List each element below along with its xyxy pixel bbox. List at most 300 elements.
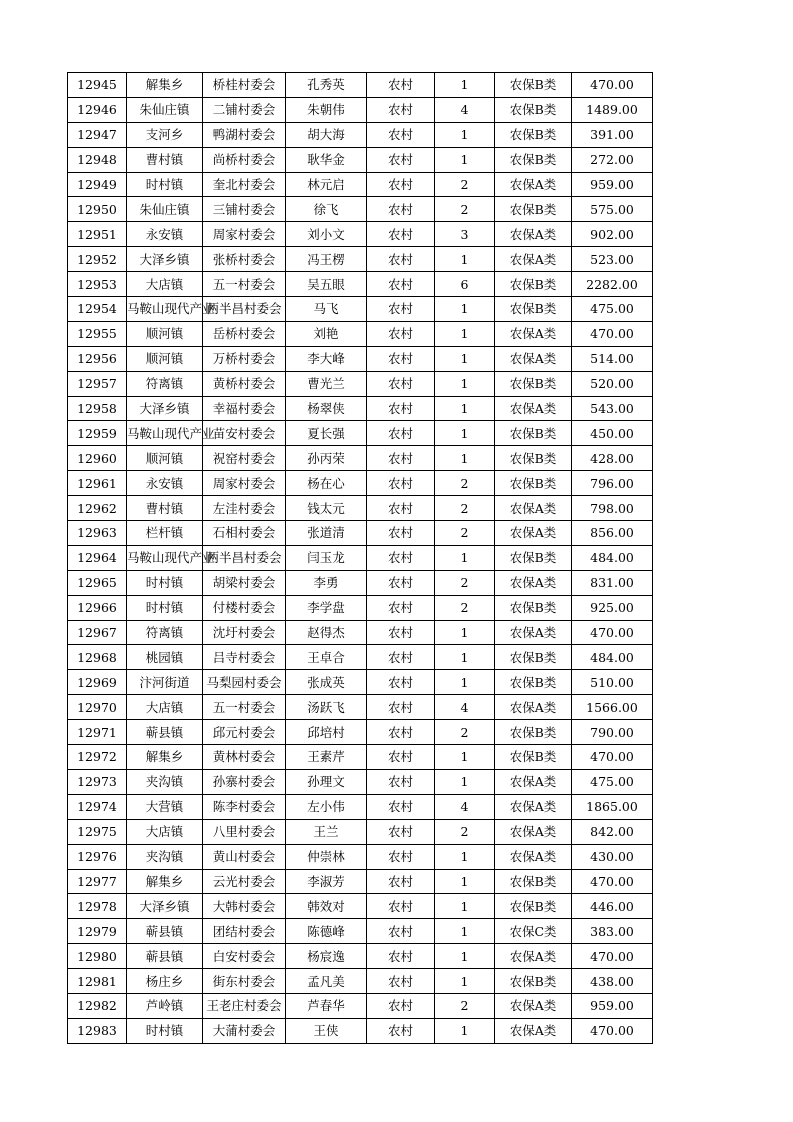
table-row xyxy=(68,695,653,720)
amount-cell: 902.00 xyxy=(572,222,653,247)
area-type-cell: 农村 xyxy=(367,769,435,794)
person-name-cell: 徐飞 xyxy=(286,197,367,222)
table-row xyxy=(68,745,653,770)
person-name-cell: 李学盘 xyxy=(286,595,367,620)
area-type-cell: 农村 xyxy=(367,969,435,994)
insurance-category-cell: 农保A类 xyxy=(495,794,572,819)
table-row xyxy=(68,247,653,272)
village-cell: 胡梁村委会 xyxy=(203,570,286,595)
insurance-category-cell: 农保B类 xyxy=(495,272,572,297)
household-count-cell: 1 xyxy=(435,869,495,894)
insurance-category-cell: 农保B类 xyxy=(495,297,572,322)
town-cell: 时村镇 xyxy=(127,1018,203,1043)
person-name-cell: 冯王楞 xyxy=(286,247,367,272)
table-row xyxy=(68,272,653,297)
person-name-cell: 邱培村 xyxy=(286,720,367,745)
area-type-cell: 农村 xyxy=(367,794,435,819)
household-count-cell: 1 xyxy=(435,919,495,944)
insurance-category-cell: 农保A类 xyxy=(495,844,572,869)
amount-cell: 1566.00 xyxy=(572,695,653,720)
area-type-cell: 农村 xyxy=(367,197,435,222)
town-cell: 桃园镇 xyxy=(127,645,203,670)
table-row xyxy=(68,297,653,322)
village-cell: 奎北村委会 xyxy=(203,172,286,197)
village-cell: 石相村委会 xyxy=(203,521,286,546)
town-cell: 解集乡 xyxy=(127,869,203,894)
town-cell: 永安镇 xyxy=(127,222,203,247)
household-count-cell: 1 xyxy=(435,122,495,147)
amount-cell: 575.00 xyxy=(572,197,653,222)
area-type-cell: 农村 xyxy=(367,745,435,770)
village-cell: 大蒲村委会 xyxy=(203,1018,286,1043)
person-name-cell: 赵得杰 xyxy=(286,620,367,645)
table-row xyxy=(68,222,653,247)
insurance-category-cell: 农保A类 xyxy=(495,247,572,272)
insurance-category-cell: 农保A类 xyxy=(495,321,572,346)
amount-cell: 272.00 xyxy=(572,147,653,172)
person-name-cell: 左小伟 xyxy=(286,794,367,819)
household-count-cell: 2 xyxy=(435,496,495,521)
record-id-cell: 12949 xyxy=(68,172,127,197)
person-name-cell: 李淑芳 xyxy=(286,869,367,894)
area-type-cell: 农村 xyxy=(367,346,435,371)
town-cell: 杨庄乡 xyxy=(127,969,203,994)
area-type-cell: 农村 xyxy=(367,222,435,247)
record-id-cell: 12954 xyxy=(68,297,127,322)
table-row xyxy=(68,321,653,346)
village-cell: 五一村委会 xyxy=(203,695,286,720)
record-id-cell: 12971 xyxy=(68,720,127,745)
person-name-cell: 杨在心 xyxy=(286,471,367,496)
amount-cell: 1865.00 xyxy=(572,794,653,819)
amount-cell: 470.00 xyxy=(572,944,653,969)
insurance-category-cell: 农保A类 xyxy=(495,695,572,720)
area-type-cell: 农村 xyxy=(367,844,435,869)
household-count-cell: 1 xyxy=(435,446,495,471)
area-type-cell: 农村 xyxy=(367,421,435,446)
insurance-category-cell: 农保C类 xyxy=(495,919,572,944)
record-id-cell: 12959 xyxy=(68,421,127,446)
person-name-cell: 闫玉龙 xyxy=(286,545,367,570)
insurance-category-cell: 农保B类 xyxy=(495,969,572,994)
table-row xyxy=(68,545,653,570)
table-row xyxy=(68,172,653,197)
village-cell: 黄山村委会 xyxy=(203,844,286,869)
table-row xyxy=(68,595,653,620)
town-cell: 顺河镇 xyxy=(127,321,203,346)
area-type-cell: 农村 xyxy=(367,695,435,720)
amount-cell: 450.00 xyxy=(572,421,653,446)
household-count-cell: 1 xyxy=(435,147,495,172)
person-name-cell: 林元启 xyxy=(286,172,367,197)
household-count-cell: 4 xyxy=(435,97,495,122)
record-id-cell: 12960 xyxy=(68,446,127,471)
record-id-cell: 12966 xyxy=(68,595,127,620)
village-cell: 黄桥村委会 xyxy=(203,371,286,396)
area-type-cell: 农村 xyxy=(367,620,435,645)
town-cell: 时村镇 xyxy=(127,595,203,620)
town-cell: 蕲县镇 xyxy=(127,720,203,745)
town-cell: 解集乡 xyxy=(127,73,203,98)
insurance-category-cell: 农保B类 xyxy=(495,73,572,98)
household-count-cell: 6 xyxy=(435,272,495,297)
village-cell: 二铺村委会 xyxy=(203,97,286,122)
person-name-cell: 吴五眼 xyxy=(286,272,367,297)
household-count-cell: 1 xyxy=(435,894,495,919)
person-name-cell: 孙丙荣 xyxy=(286,446,367,471)
amount-cell: 438.00 xyxy=(572,969,653,994)
person-name-cell: 汤跃飞 xyxy=(286,695,367,720)
amount-cell: 475.00 xyxy=(572,769,653,794)
amount-cell: 543.00 xyxy=(572,396,653,421)
amount-cell: 470.00 xyxy=(572,869,653,894)
record-id-cell: 12951 xyxy=(68,222,127,247)
insurance-category-cell: 农保B类 xyxy=(495,371,572,396)
record-id-cell: 12962 xyxy=(68,496,127,521)
record-id-cell: 12953 xyxy=(68,272,127,297)
area-type-cell: 农村 xyxy=(367,446,435,471)
table-row xyxy=(68,720,653,745)
person-name-cell: 芦春华 xyxy=(286,993,367,1018)
insurance-category-cell: 农保B类 xyxy=(495,720,572,745)
insurance-category-cell: 农保B类 xyxy=(495,197,572,222)
household-count-cell: 1 xyxy=(435,421,495,446)
town-cell: 大泽乡镇 xyxy=(127,894,203,919)
person-name-cell: 张道清 xyxy=(286,521,367,546)
insurance-category-cell: 农保A类 xyxy=(495,819,572,844)
village-cell: 沈圩村委会 xyxy=(203,620,286,645)
person-name-cell: 李大峰 xyxy=(286,346,367,371)
record-id-cell: 12965 xyxy=(68,570,127,595)
town-cell: 符离镇 xyxy=(127,371,203,396)
area-type-cell: 农村 xyxy=(367,496,435,521)
area-type-cell: 农村 xyxy=(367,545,435,570)
insurance-category-cell: 农保B类 xyxy=(495,595,572,620)
amount-cell: 475.00 xyxy=(572,297,653,322)
area-type-cell: 农村 xyxy=(367,297,435,322)
person-name-cell: 夏长强 xyxy=(286,421,367,446)
household-count-cell: 2 xyxy=(435,720,495,745)
amount-cell: 470.00 xyxy=(572,745,653,770)
area-type-cell: 农村 xyxy=(367,720,435,745)
table-row xyxy=(68,769,653,794)
village-cell: 岳桥村委会 xyxy=(203,321,286,346)
household-count-cell: 1 xyxy=(435,371,495,396)
area-type-cell: 农村 xyxy=(367,869,435,894)
record-id-cell: 12961 xyxy=(68,471,127,496)
area-type-cell: 农村 xyxy=(367,993,435,1018)
record-id-cell: 12964 xyxy=(68,545,127,570)
household-count-cell: 4 xyxy=(435,695,495,720)
person-name-cell: 王素芹 xyxy=(286,745,367,770)
amount-cell: 470.00 xyxy=(572,620,653,645)
amount-cell: 428.00 xyxy=(572,446,653,471)
amount-cell: 470.00 xyxy=(572,73,653,98)
person-name-cell: 王侠 xyxy=(286,1018,367,1043)
person-name-cell: 刘艳 xyxy=(286,321,367,346)
amount-cell: 446.00 xyxy=(572,894,653,919)
amount-cell: 831.00 xyxy=(572,570,653,595)
table-row xyxy=(68,869,653,894)
table-row xyxy=(68,371,653,396)
insurance-category-cell: 农保A类 xyxy=(495,769,572,794)
record-id-cell: 12952 xyxy=(68,247,127,272)
village-cell: 尚桥村委会 xyxy=(203,147,286,172)
area-type-cell: 农村 xyxy=(367,172,435,197)
area-type-cell: 农村 xyxy=(367,371,435,396)
insurance-category-cell: 农保B类 xyxy=(495,122,572,147)
person-name-cell: 耿华金 xyxy=(286,147,367,172)
village-cell: 八里村委会 xyxy=(203,819,286,844)
area-type-cell: 农村 xyxy=(367,147,435,172)
amount-cell: 959.00 xyxy=(572,172,653,197)
insurance-category-cell: 农保A类 xyxy=(495,570,572,595)
record-id-cell: 12948 xyxy=(68,147,127,172)
town-cell: 芦岭镇 xyxy=(127,993,203,1018)
amount-cell: 842.00 xyxy=(572,819,653,844)
table-row xyxy=(68,819,653,844)
household-count-cell: 2 xyxy=(435,197,495,222)
insurance-category-cell: 农保A类 xyxy=(495,346,572,371)
area-type-cell: 农村 xyxy=(367,670,435,695)
town-cell: 蕲县镇 xyxy=(127,944,203,969)
household-count-cell: 2 xyxy=(435,819,495,844)
insurance-category-cell: 农保A类 xyxy=(495,993,572,1018)
person-name-cell: 曹光兰 xyxy=(286,371,367,396)
amount-cell: 430.00 xyxy=(572,844,653,869)
record-id-cell: 12967 xyxy=(68,620,127,645)
table-row xyxy=(68,496,653,521)
town-cell: 大店镇 xyxy=(127,272,203,297)
insurance-category-cell: 农保B类 xyxy=(495,471,572,496)
household-count-cell: 1 xyxy=(435,545,495,570)
town-cell: 顺河镇 xyxy=(127,446,203,471)
insurance-category-cell: 农保A类 xyxy=(495,172,572,197)
village-cell: 马梨园村委会 xyxy=(203,670,286,695)
insurance-category-cell: 农保A类 xyxy=(495,1018,572,1043)
household-count-cell: 4 xyxy=(435,794,495,819)
household-count-cell: 1 xyxy=(435,396,495,421)
town-cell: 时村镇 xyxy=(127,172,203,197)
record-id-cell: 12972 xyxy=(68,745,127,770)
town-cell: 大店镇 xyxy=(127,819,203,844)
insurance-category-cell: 农保A类 xyxy=(495,496,572,521)
person-name-cell: 王兰 xyxy=(286,819,367,844)
area-type-cell: 农村 xyxy=(367,73,435,98)
amount-cell: 856.00 xyxy=(572,521,653,546)
area-type-cell: 农村 xyxy=(367,819,435,844)
town-cell: 支河乡 xyxy=(127,122,203,147)
village-cell: 云光村委会 xyxy=(203,869,286,894)
record-id-cell: 12978 xyxy=(68,894,127,919)
area-type-cell: 农村 xyxy=(367,272,435,297)
table-row xyxy=(68,844,653,869)
town-cell: 时村镇 xyxy=(127,570,203,595)
table-row xyxy=(68,620,653,645)
table-row xyxy=(68,396,653,421)
person-name-cell: 杨翠侠 xyxy=(286,396,367,421)
household-count-cell: 1 xyxy=(435,321,495,346)
area-type-cell: 农村 xyxy=(367,321,435,346)
person-name-cell: 孙理文 xyxy=(286,769,367,794)
table-row xyxy=(68,471,653,496)
record-id-cell: 12970 xyxy=(68,695,127,720)
town-cell: 蕲县镇 xyxy=(127,919,203,944)
town-cell: 夹沟镇 xyxy=(127,769,203,794)
amount-cell: 798.00 xyxy=(572,496,653,521)
record-id-cell: 12975 xyxy=(68,819,127,844)
record-id-cell: 12963 xyxy=(68,521,127,546)
village-cell: 左洼村委会 xyxy=(203,496,286,521)
person-name-cell: 张成英 xyxy=(286,670,367,695)
village-cell: 孙寨村委会 xyxy=(203,769,286,794)
record-id-cell: 12945 xyxy=(68,73,127,98)
town-cell: 栏杆镇 xyxy=(127,521,203,546)
area-type-cell: 农村 xyxy=(367,247,435,272)
person-name-cell: 李勇 xyxy=(286,570,367,595)
insurance-category-cell: 农保B类 xyxy=(495,894,572,919)
person-name-cell: 王卓合 xyxy=(286,645,367,670)
village-cell: 王老庄村委会 xyxy=(203,993,286,1018)
insurance-category-cell: 农保A类 xyxy=(495,521,572,546)
household-count-cell: 1 xyxy=(435,247,495,272)
area-type-cell: 农村 xyxy=(367,894,435,919)
person-name-cell: 孟凡美 xyxy=(286,969,367,994)
table-row xyxy=(68,670,653,695)
record-id-cell: 12946 xyxy=(68,97,127,122)
town-cell: 顺河镇 xyxy=(127,346,203,371)
person-name-cell: 刘小文 xyxy=(286,222,367,247)
insurance-category-cell: 农保B类 xyxy=(495,97,572,122)
household-count-cell: 3 xyxy=(435,222,495,247)
insurance-category-cell: 农保B类 xyxy=(495,446,572,471)
person-name-cell: 钱太元 xyxy=(286,496,367,521)
village-cell: 桥桂村委会 xyxy=(203,73,286,98)
record-id-cell: 12958 xyxy=(68,396,127,421)
household-count-cell: 2 xyxy=(435,570,495,595)
amount-cell: 520.00 xyxy=(572,371,653,396)
record-id-cell: 12947 xyxy=(68,122,127,147)
village-cell: 祝窑村委会 xyxy=(203,446,286,471)
table-row xyxy=(68,919,653,944)
person-name-cell: 韩效对 xyxy=(286,894,367,919)
amount-cell: 796.00 xyxy=(572,471,653,496)
area-type-cell: 农村 xyxy=(367,97,435,122)
household-count-cell: 1 xyxy=(435,645,495,670)
insurance-category-cell: 农保B类 xyxy=(495,421,572,446)
household-count-cell: 1 xyxy=(435,969,495,994)
roster-table xyxy=(67,72,653,1044)
table-row xyxy=(68,944,653,969)
person-name-cell: 仲崇林 xyxy=(286,844,367,869)
record-id-cell: 12969 xyxy=(68,670,127,695)
table-row xyxy=(68,346,653,371)
town-cell: 解集乡 xyxy=(127,745,203,770)
village-cell: 两半昌村委会 xyxy=(203,297,286,322)
household-count-cell: 1 xyxy=(435,620,495,645)
record-id-cell: 12968 xyxy=(68,645,127,670)
village-cell: 幸福村委会 xyxy=(203,396,286,421)
household-count-cell: 1 xyxy=(435,297,495,322)
village-cell: 吕寺村委会 xyxy=(203,645,286,670)
town-cell: 曹村镇 xyxy=(127,147,203,172)
area-type-cell: 农村 xyxy=(367,595,435,620)
town-cell: 大泽乡镇 xyxy=(127,396,203,421)
area-type-cell: 农村 xyxy=(367,396,435,421)
area-type-cell: 农村 xyxy=(367,570,435,595)
village-cell: 黄林村委会 xyxy=(203,745,286,770)
household-count-cell: 1 xyxy=(435,944,495,969)
town-cell: 马鞍山现代产业 xyxy=(127,297,203,322)
table-row xyxy=(68,446,653,471)
village-cell: 鸭湖村委会 xyxy=(203,122,286,147)
table-row xyxy=(68,421,653,446)
amount-cell: 925.00 xyxy=(572,595,653,620)
record-id-cell: 12982 xyxy=(68,993,127,1018)
village-cell: 大韩村委会 xyxy=(203,894,286,919)
person-name-cell: 马飞 xyxy=(286,297,367,322)
household-count-cell: 1 xyxy=(435,769,495,794)
amount-cell: 484.00 xyxy=(572,645,653,670)
table-row xyxy=(68,122,653,147)
area-type-cell: 农村 xyxy=(367,471,435,496)
insurance-category-cell: 农保A类 xyxy=(495,620,572,645)
amount-cell: 959.00 xyxy=(572,993,653,1018)
insurance-category-cell: 农保A类 xyxy=(495,396,572,421)
village-cell: 陈李村委会 xyxy=(203,794,286,819)
record-id-cell: 12980 xyxy=(68,944,127,969)
town-cell: 永安镇 xyxy=(127,471,203,496)
table-row xyxy=(68,645,653,670)
table-row xyxy=(68,794,653,819)
insurance-category-cell: 农保B类 xyxy=(495,745,572,770)
table-row xyxy=(68,1018,653,1043)
record-id-cell: 12955 xyxy=(68,321,127,346)
village-cell: 邱元村委会 xyxy=(203,720,286,745)
record-id-cell: 12974 xyxy=(68,794,127,819)
amount-cell: 1489.00 xyxy=(572,97,653,122)
table-row xyxy=(68,73,653,98)
village-cell: 团结村委会 xyxy=(203,919,286,944)
person-name-cell: 胡大海 xyxy=(286,122,367,147)
record-id-cell: 12977 xyxy=(68,869,127,894)
insurance-category-cell: 农保B类 xyxy=(495,645,572,670)
town-cell: 大营镇 xyxy=(127,794,203,819)
amount-cell: 484.00 xyxy=(572,545,653,570)
village-cell: 街东村委会 xyxy=(203,969,286,994)
insurance-category-cell: 农保B类 xyxy=(495,147,572,172)
insurance-category-cell: 农保A类 xyxy=(495,944,572,969)
village-cell: 五一村委会 xyxy=(203,272,286,297)
table-row xyxy=(68,147,653,172)
table-row xyxy=(68,969,653,994)
amount-cell: 523.00 xyxy=(572,247,653,272)
record-id-cell: 12956 xyxy=(68,346,127,371)
village-cell: 张桥村委会 xyxy=(203,247,286,272)
table-row xyxy=(68,197,653,222)
person-name-cell: 陈德峰 xyxy=(286,919,367,944)
amount-cell: 514.00 xyxy=(572,346,653,371)
village-cell: 付楼村委会 xyxy=(203,595,286,620)
town-cell: 马鞍山现代产业 xyxy=(127,545,203,570)
village-cell: 万桥村委会 xyxy=(203,346,286,371)
area-type-cell: 农村 xyxy=(367,944,435,969)
village-cell: 周家村委会 xyxy=(203,471,286,496)
town-cell: 大店镇 xyxy=(127,695,203,720)
household-count-cell: 1 xyxy=(435,73,495,98)
household-count-cell: 1 xyxy=(435,670,495,695)
household-count-cell: 2 xyxy=(435,993,495,1018)
